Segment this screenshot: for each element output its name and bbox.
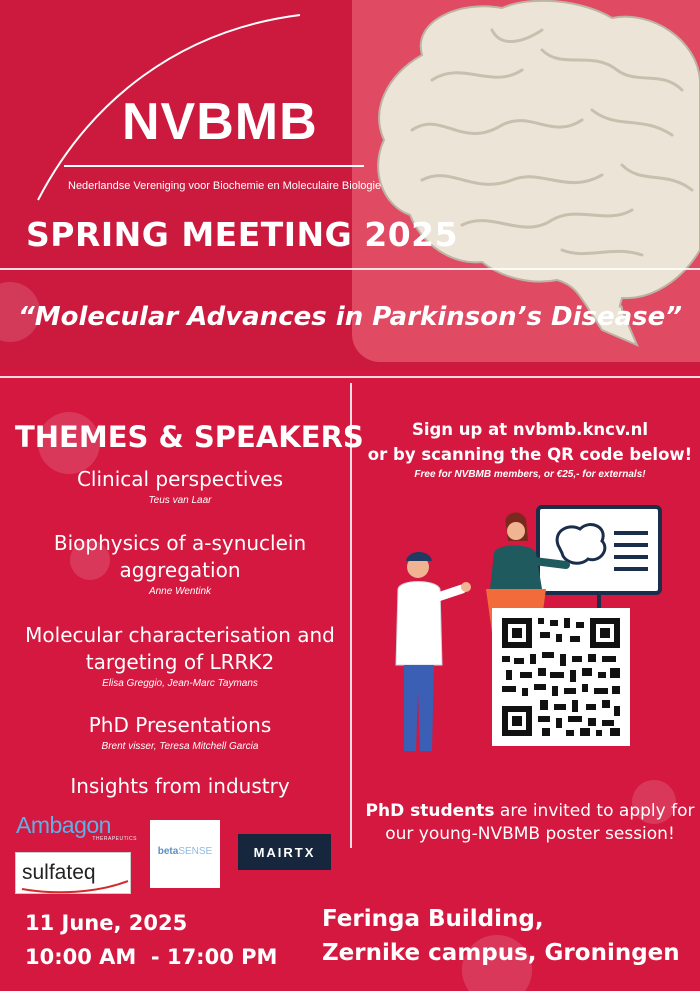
logo-divider xyxy=(64,165,364,167)
org-full-name: Nederlandse Vereniging voor Biochemie en Moleculaire Biologie xyxy=(68,180,382,192)
theme-speakers: Brent visser, Teresa Mitchell Garcia xyxy=(101,741,259,752)
event-datetime xyxy=(25,906,277,974)
divider xyxy=(0,376,700,378)
divider xyxy=(0,268,700,270)
signup-block xyxy=(360,417,700,480)
sulfateq-logo xyxy=(15,852,131,894)
theme-title: PhD Presentations xyxy=(88,713,272,737)
signup-price-line: Free for NVBMB members, or €25,- for externals! xyxy=(414,469,646,480)
board-icon xyxy=(538,507,660,593)
theme-speakers: Anne Wentink xyxy=(148,586,212,597)
ambagon-tagline: THERAPEUTICS xyxy=(92,836,137,842)
ambagon-logo xyxy=(16,812,141,848)
themes-heading: THEMES & SPEAKERS xyxy=(15,420,364,454)
theme-title: Clinical perspectives xyxy=(76,467,284,491)
theme-item xyxy=(10,712,350,752)
theme-item xyxy=(10,622,350,689)
phd-note-text: are invited to apply for our young-NVBMB poster session! xyxy=(385,801,695,844)
ambagon-name: Ambagon xyxy=(16,812,111,838)
betasense-logo xyxy=(150,820,220,888)
theme-item xyxy=(10,773,350,800)
sulfateq-name: sulfateq xyxy=(22,861,96,884)
theme-speakers: Elisa Greggio, Jean-Marc Taymans xyxy=(102,678,258,689)
event-subtitle: “Molecular Advances in Parkinson’s Disease” xyxy=(18,302,682,332)
signup-url-line: Sign up at nvbmb.kncv.nl xyxy=(411,420,649,439)
phd-note xyxy=(360,800,700,846)
mairtx-logo: MAIRTX xyxy=(238,834,331,870)
signup-qr-line: or by scanning the QR code below! xyxy=(367,445,693,464)
qr-code[interactable] xyxy=(492,608,630,746)
org-logo-text: NVBMB xyxy=(122,93,318,151)
venue-line-1: Feringa Building, xyxy=(322,906,544,932)
theme-title: Molecular characterisation and targeting of LRRK2 xyxy=(25,623,335,674)
event-title: SPRING MEETING 2025 xyxy=(26,215,459,254)
event-time: 10:00 AM - 17:00 PM xyxy=(25,945,278,969)
theme-title: Insights from industry xyxy=(70,774,290,798)
betasense-beta: beta xyxy=(157,846,179,857)
phd-note-bold: PhD students xyxy=(365,801,495,821)
event-venue xyxy=(322,902,680,970)
theme-item xyxy=(10,530,350,597)
theme-speakers: Teus van Laar xyxy=(148,495,212,506)
event-date: 11 June, 2025 xyxy=(25,911,188,935)
theme-item xyxy=(10,466,350,506)
betasense-sense: SENSE xyxy=(178,846,213,857)
venue-line-2: Zernike campus, Groningen xyxy=(322,940,680,966)
theme-title: Biophysics of a-synuclein aggregation xyxy=(53,531,307,582)
